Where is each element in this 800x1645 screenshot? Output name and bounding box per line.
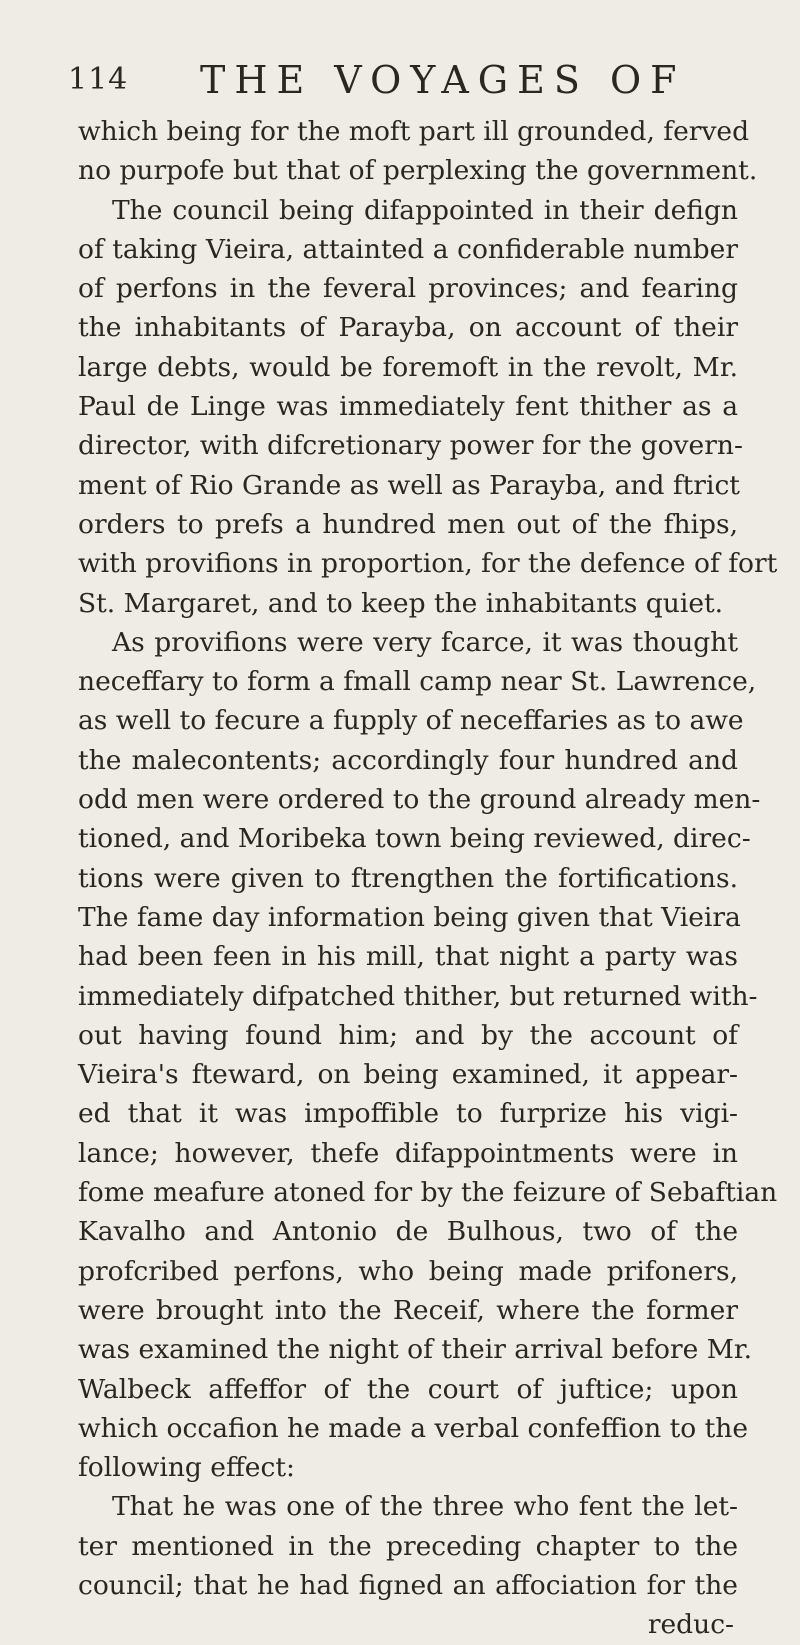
page-header [68, 58, 688, 102]
text-line: following effect: [78, 1452, 295, 1484]
page-number: 114 [68, 62, 129, 97]
text-line: of perfons in the feveral provinces; and fearing [78, 273, 738, 305]
text-line: lance; however, thefe difappointments were in [78, 1137, 738, 1169]
text-line: The fame day information being given that Vieira [78, 901, 741, 933]
text-line: the inhabitants of Parayba, on account of their [78, 312, 738, 344]
text-line: neceffary to form a fmall camp near St. Lawrence, [78, 666, 757, 698]
text-line: Vieira's fteward, on being examined, it appear- [78, 1059, 738, 1091]
text-line: orders to prefs a hundred men out of the fhips, [78, 508, 738, 540]
text-line: the malecontents; accordingly four hundred and [78, 744, 738, 776]
text-line: ment of Rio Grande as well as Parayba, and ftrict [78, 469, 740, 501]
text-line: The council being difappointed in their defign [112, 194, 738, 226]
text-line: out having found him; and by the account of [78, 1019, 738, 1051]
text-line: of taking Vieira, attainted a confiderable number [78, 233, 738, 265]
text-line: odd men were ordered to the ground already men- [78, 784, 761, 816]
text-line: tioned, and Moribeka town being reviewed, direc- [78, 823, 751, 855]
text-line: ed that it was impoffible to furprize his vigi- [78, 1098, 738, 1130]
catchword: reduc- [647, 1609, 734, 1641]
text-line: as well to fecure a fupply of neceffaries as to awe [78, 705, 744, 737]
text-line: had been feen in his mill, that night a party was [78, 941, 738, 973]
text-line: with provifions in proportion, for the defence of fort [78, 548, 778, 580]
text-line: fome meafure atoned for by the feizure of Sebaftian [78, 1177, 778, 1209]
text-line: director, with difcretionary power for the govern- [78, 430, 743, 462]
text-line: ter mentioned in the preceding chapter to the [78, 1530, 738, 1562]
text-line: Paul de Linge was immediately fent thither as a [78, 391, 738, 423]
text-line: Kavalho and Antonio de Bulhous, two of the [78, 1216, 738, 1248]
text-line: council; that he had figned an affociation for the [78, 1569, 738, 1601]
text-line: which being for the moft part ill grounded, ferved [78, 116, 750, 147]
running-title: THE VOYAGES OF [200, 58, 686, 102]
text-line: which occafion he made a verbal confeffion to the [78, 1412, 749, 1444]
text-line: was examined the night of their arrival before Mr. [78, 1334, 753, 1366]
text-line: immediately difpatched thither, but returned with- [78, 980, 758, 1012]
text-line: As provifions were very fcarce, it was thought [112, 626, 738, 658]
text-line: profcribed perfons, who being made prifoners, [78, 1255, 738, 1287]
text-line: St. Margaret, and to keep the inhabitants quiet. [78, 587, 724, 619]
body-text [78, 112, 778, 1645]
text-line: were brought into the Receif, where the former [78, 1294, 738, 1326]
text-line: That he was one of the three who fent the let- [112, 1491, 738, 1523]
text-line: no purpofe but that of perplexing the government. [78, 155, 758, 187]
text-line: tions were given to ftrengthen the fortifications. [78, 862, 738, 894]
text-line: Walbeck affeffor of the court of juftice; upon [78, 1373, 738, 1405]
text-line: large debts, would be foremoft in the revolt, Mr. [78, 351, 738, 383]
